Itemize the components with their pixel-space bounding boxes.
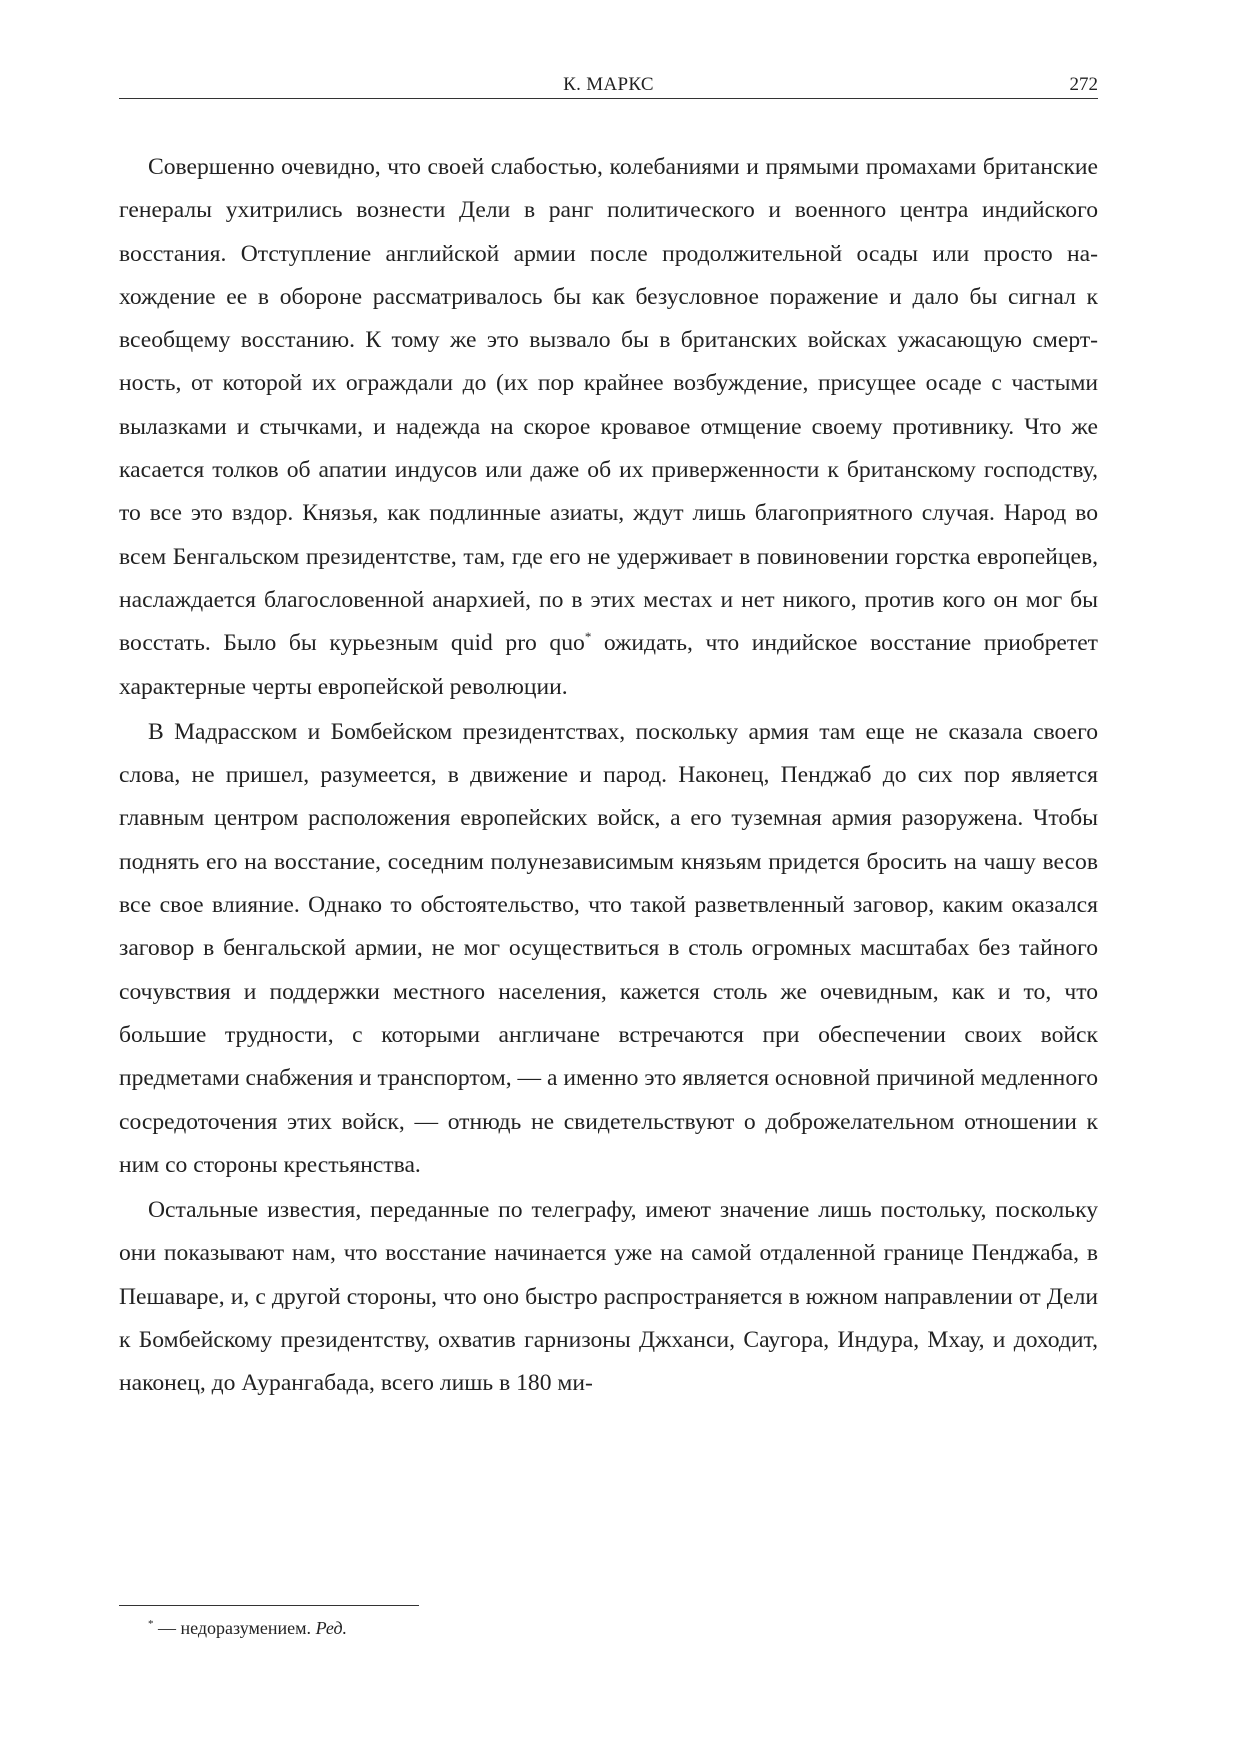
footnote-mark: *	[148, 1618, 154, 1630]
paragraph-1-text-continued: ожидать, что индийское восстание приобретет характерные черты европейской революции.	[119, 630, 1098, 700]
paragraph-3: Остальные известия, переданные по телеграфу, имеют значение лишь постольку, поскольку они показывают нам, что восстание начинается уже на самой отдаленной границе Пенджаба, в Пешаваре, и, с другой стороны, что оно быстро распространяется в южном направлении от Дели к Бомбейскому президентству, охватив гарнизоны Джханси, Саугора, Индура, Мхау, и доходит, наконец, до Аурангабада, всего лишь в 180 ми-	[119, 1197, 1098, 1397]
paragraph-1	[119, 146, 1098, 709]
footnote-editor-note: Ред.	[315, 1618, 348, 1638]
footnote	[148, 1615, 848, 1641]
body-text	[119, 146, 1098, 1406]
header-author: К. МАРКС	[563, 74, 654, 95]
paragraph-2: В Мадрасском и Бомбейском президентствах, поскольку армия там еще не сказала своего слова, не пришел, разумеется, в движение и парод. Наконец, Пенджаб до сих пор является главным центром расположения европейских войск, а его туземная армия разоружена. Чтобы поднять его на восстание, соседним полунезависимым князьям придется бросить на чашу весов все свое влияние. Однако то обстоятельство, что такой разветвленный заговор, каким оказался заговор в бенгальской армии, не мог осуществиться в столь огромных масштабах без тайного сочувствия и поддержки местного населения, кажется столь же очевидным, как и то, что большие трудности, с которыми англичане встречаются при обеспечении своих войск предметами снабжения и транспортом, — а именно это является основной причиной медленного сосредоточения этих войск, — отнюдь не свидетельствуют о доброжелательном отношении к ним со стороны крестьянства.	[119, 718, 1098, 1178]
paragraph-1-text: Совершенно очевидно, что своей слабостью, колебаниями и прямыми промахами британские генералы ухитрились вознести Дели в ранг политического и военного центра индийского восстания. Отступление английской армии после продолжительной осады или просто нахождение ее в обороне рассматривалось бы как безусловное поражение и дало бы сигнал к всеобщему восстанию. К тому же это вызвало бы в британских войсках ужасающую смертность, от которой их ограждали до (их пор крайнее возбуждение, присущее осаде с частыми вылазками и стычками, и надежда на скорое кровавое отмщение своему противнику. Что же касается толков об апатии индусов или даже об их приверженности к британскому господству, то все это вздор. Князья, как подлинные азиаты, ждут лишь благоприятного случая. Народ во всем Бенгальском президентстве, там, где его не удерживает в повиновении горстка европейцев, наслаждается благословенной анархией, по в этих местах и нет никого, против кого он мог бы восстать. Было бы курьезным quid pro quo	[119, 154, 1098, 657]
footnote-reference: *	[584, 629, 592, 645]
footnote-divider	[119, 1605, 419, 1606]
footnote-text: — недоразумением.	[153, 1618, 316, 1638]
running-header	[119, 72, 1098, 99]
page-number: 272	[1069, 74, 1098, 95]
